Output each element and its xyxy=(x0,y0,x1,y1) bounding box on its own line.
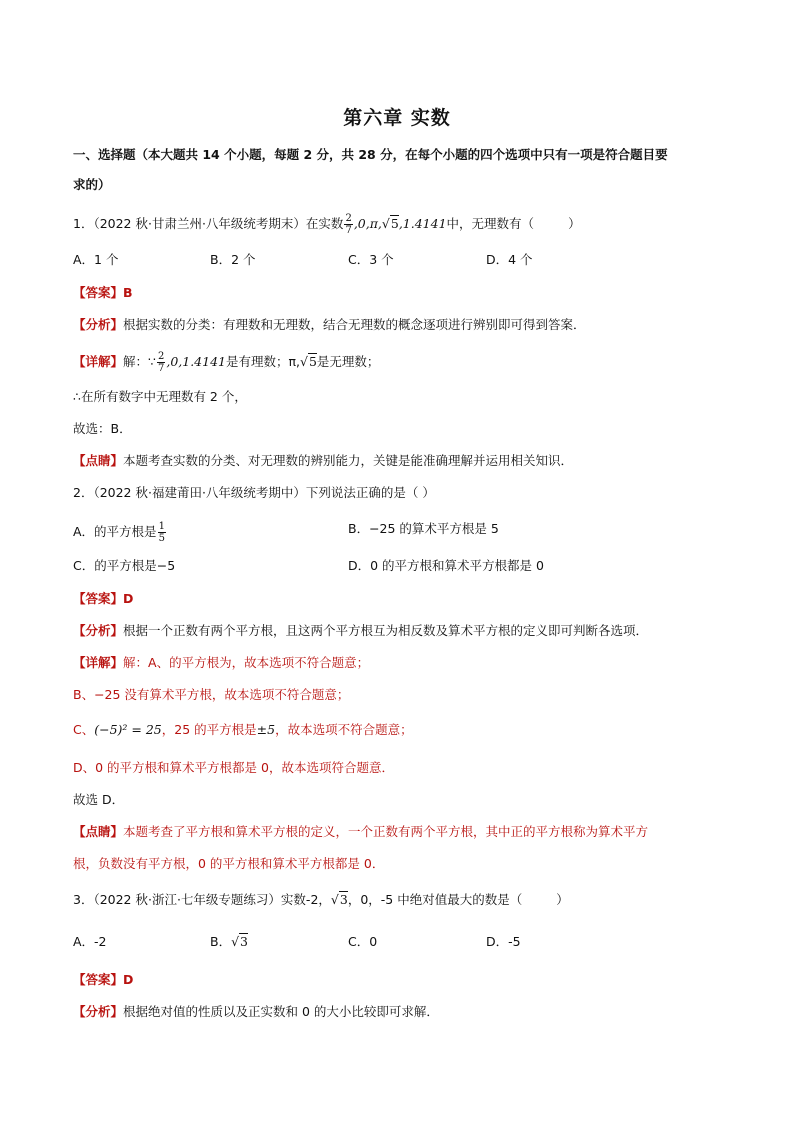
q1-analysis xyxy=(73,317,733,333)
q1-detail-pre: 解：∵ xyxy=(123,354,156,369)
q1-sqrt-arg: 5 xyxy=(390,216,399,231)
q2-option-a-den: 5 xyxy=(158,533,165,544)
q2-detail-c-mid: ，25 的平方根是 xyxy=(161,722,257,737)
q1-analysis-text: 根据实数的分类：有理数和无理数，结合无理数的概念逐项进行辨别即可得到答案． xyxy=(123,317,586,332)
q2-detail-c-math: (−5)² = 25 xyxy=(94,722,162,737)
q1-stem xyxy=(73,213,733,236)
q3-analysis-tag: 【分析】 xyxy=(73,1004,124,1019)
q3-stem-sqrt: √3 xyxy=(330,892,348,907)
q1-analysis-tag: 【分析】 xyxy=(73,317,124,332)
q1-option-d: D．4 个 xyxy=(486,252,533,267)
q1-answer-tag: 【答案】 xyxy=(73,285,124,300)
q1-list-end: ,1.4141 xyxy=(398,216,447,231)
q2-option-a-fraction xyxy=(158,521,166,544)
q2-detail-c-pre: C、 xyxy=(73,722,95,737)
q2-answer-value: D xyxy=(123,591,134,606)
q3-option-b-sqrt: √3 xyxy=(231,934,248,949)
q1-stem-close: ） xyxy=(568,216,581,231)
q2-option-a-num: 1 xyxy=(158,521,165,532)
q2-analysis-tag: 【分析】 xyxy=(73,623,124,638)
q3-stem-pre: 3．（2022 秋·浙江·七年级专题练习）实数-2， xyxy=(73,892,331,907)
q1-comment xyxy=(73,453,733,469)
q2-detail-c-pm: ±5 xyxy=(256,722,276,737)
q3-stem xyxy=(73,892,733,908)
q1-answer-value: B xyxy=(123,285,133,300)
q1-detail xyxy=(73,351,733,374)
q3-stem-sqrt-arg: 3 xyxy=(339,892,348,907)
q2-comment-text-1: 本题考查了平方根和算术平方根的定义，一个正数有两个平方根，其中正的平方根称为算术平方 xyxy=(123,824,649,839)
q1-fraction xyxy=(344,213,352,236)
q2-answer xyxy=(73,591,733,607)
q2-option-a-text: A．的平方根是 xyxy=(73,524,157,539)
q1-detail-mid2: 是有理数；π, xyxy=(225,354,300,369)
q3-option-b-sqrt-arg: 3 xyxy=(240,934,248,949)
q2-detail-c-end: ，故本选项不符合题意； xyxy=(275,722,413,737)
q3-option-a: A．-2 xyxy=(73,934,107,949)
q1-detail-sqrt-arg: 5 xyxy=(308,354,317,369)
q3-analysis-text: 根据绝对值的性质以及正实数和 0 的大小比较即可求解． xyxy=(123,1004,439,1019)
q3-option-d: D．-5 xyxy=(486,934,521,949)
q1-detail-fraction xyxy=(157,351,165,374)
q3-analysis xyxy=(73,1004,733,1020)
section-heading-line1: 一、选择题（本大题共 14 个小题，每题 2 分，共 28 分，在每个小题的四个选项中只有一项是符合题目要 xyxy=(73,147,668,162)
q1-comment-text: 本题考查实数的分类、对无理数的辨别能力，关键是能准确理解并运用相关知识． xyxy=(123,453,574,468)
q2-detail-c xyxy=(73,722,733,738)
q2-comment-tag: 【点睛】 xyxy=(73,824,124,839)
q1-option-a: A．1 个 xyxy=(73,252,119,267)
chapter-title: 第六章 实数 xyxy=(343,107,451,129)
q2-option-c: C．的平方根是−5 xyxy=(73,558,176,573)
q3-option-b xyxy=(210,934,248,950)
q3-answer xyxy=(73,972,733,988)
q1-therefore: ∴在所有数字中无理数有 2 个， xyxy=(73,389,247,404)
q1-stem-prefix: 1．（2022 秋·甘肃兰州·八年级统考期末）在实数 xyxy=(73,216,344,231)
q2-choose: 故选 D． xyxy=(73,792,125,807)
q1-answer xyxy=(73,285,733,301)
q1-choose: 故选：B． xyxy=(73,421,132,436)
q1-detail-sqrt: √5 xyxy=(299,354,317,369)
q2-comment-1 xyxy=(73,824,733,840)
q1-fraction-num: 2 xyxy=(345,213,352,224)
q1-comment-tag: 【点睛】 xyxy=(73,453,124,468)
q2-option-d: D．0 的平方根和算术平方根都是 0 xyxy=(348,558,544,573)
q1-option-c: C．3 个 xyxy=(348,252,394,267)
q1-detail-tag: 【详解】 xyxy=(73,354,124,369)
q1-stem-suffix: 中，无理数有（ xyxy=(446,216,535,231)
q2-detail-b: B、−25 没有算术平方根，故本选项不符合题意； xyxy=(73,687,350,702)
q3-option-b-pre: B． xyxy=(210,934,232,949)
q2-detail-a xyxy=(73,655,733,671)
q3-stem-close: ） xyxy=(556,892,569,907)
q2-comment-2: 根，负数没有平方根，0 的平方根和算术平方根都是 0． xyxy=(73,856,385,871)
q2-stem: 2．（2022 秋·福建莆田·八年级统考期中）下列说法正确的是（ ） xyxy=(73,485,435,500)
q3-stem-post: ，0，-5 中绝对值最大的数是（ xyxy=(347,892,523,907)
q1-detail-frac-den: 7 xyxy=(157,363,165,374)
section-heading-line2: 求的） xyxy=(73,177,111,192)
q1-fraction-den: 7 xyxy=(345,225,352,236)
q3-option-c: C．0 xyxy=(348,934,378,949)
q2-analysis-text: 根据一个正数有两个平方根，且这两个平方根互为相反数及算术平方根的定义即可判断各选项． xyxy=(123,623,649,638)
q1-detail-end: 是无理数； xyxy=(316,354,380,369)
q2-detail-d: D、0 的平方根和算术平方根都是 0，故本选项符合题意． xyxy=(73,760,394,775)
q1-detail-frac-num: 2 xyxy=(157,351,165,362)
q2-detail-tag: 【详解】 xyxy=(73,655,124,670)
q2-answer-tag: 【答案】 xyxy=(73,591,124,606)
q2-option-b: B．−25 的算术平方根是 5 xyxy=(348,521,499,536)
q2-option-a xyxy=(73,521,167,544)
q1-option-b: B．2 个 xyxy=(210,252,256,267)
q1-list-mid: ,0,π, xyxy=(353,216,382,231)
q2-analysis xyxy=(73,623,733,639)
q2-detail-a-text: 解：A、的平方根为，故本选项不符合题意； xyxy=(123,655,370,670)
q1-detail-mid: ,0,1.4141 xyxy=(166,354,226,369)
q1-sqrt: √5 xyxy=(381,216,399,231)
q3-answer-value: D xyxy=(123,972,134,987)
q3-answer-tag: 【答案】 xyxy=(73,972,124,987)
